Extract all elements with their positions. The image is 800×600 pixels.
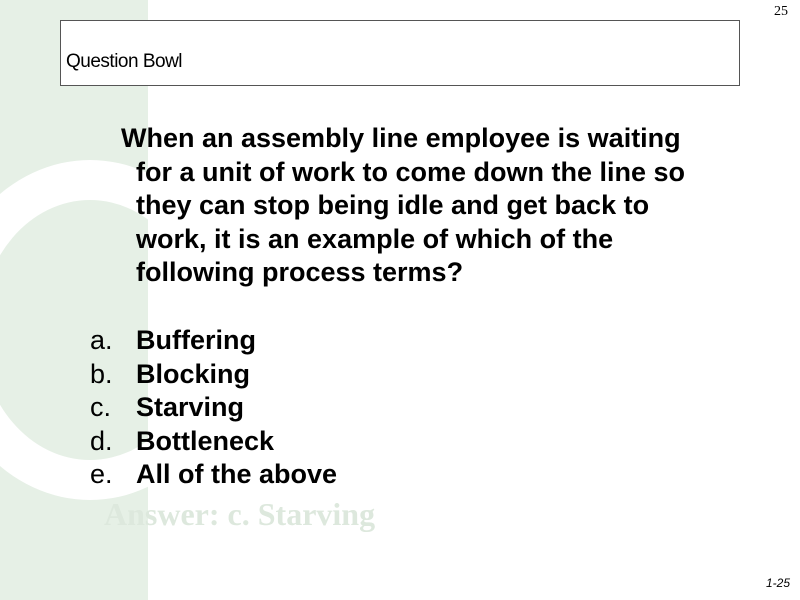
option-text: Starving bbox=[136, 392, 245, 422]
title-box bbox=[60, 20, 740, 86]
answer-options-list bbox=[90, 324, 337, 492]
option-b bbox=[90, 358, 337, 392]
slide-title: Question Bowl bbox=[66, 51, 183, 72]
option-text: Blocking bbox=[136, 358, 251, 389]
option-a bbox=[90, 324, 337, 358]
option-c bbox=[90, 391, 337, 425]
option-letter: b. bbox=[90, 358, 113, 389]
slide-id: 1-25 bbox=[765, 576, 790, 590]
option-letter: d. bbox=[90, 425, 113, 456]
option-letter: a. bbox=[90, 325, 113, 355]
option-letter: e. bbox=[90, 459, 113, 489]
option-d bbox=[90, 425, 337, 459]
answer-reveal: Answer: c. Starving bbox=[104, 496, 376, 532]
page-number: 25 bbox=[774, 4, 788, 19]
option-letter: c. bbox=[90, 392, 112, 422]
option-text: Buffering bbox=[136, 325, 256, 355]
option-e bbox=[90, 458, 337, 492]
option-text: Bottleneck bbox=[136, 425, 275, 456]
question-text: When an assembly line employee is waiting for a unit of work to come down the line so they can stop being idle and get back to work, it is an example of which of the following process terms? bbox=[121, 123, 686, 287]
option-text: All of the above bbox=[136, 459, 338, 489]
